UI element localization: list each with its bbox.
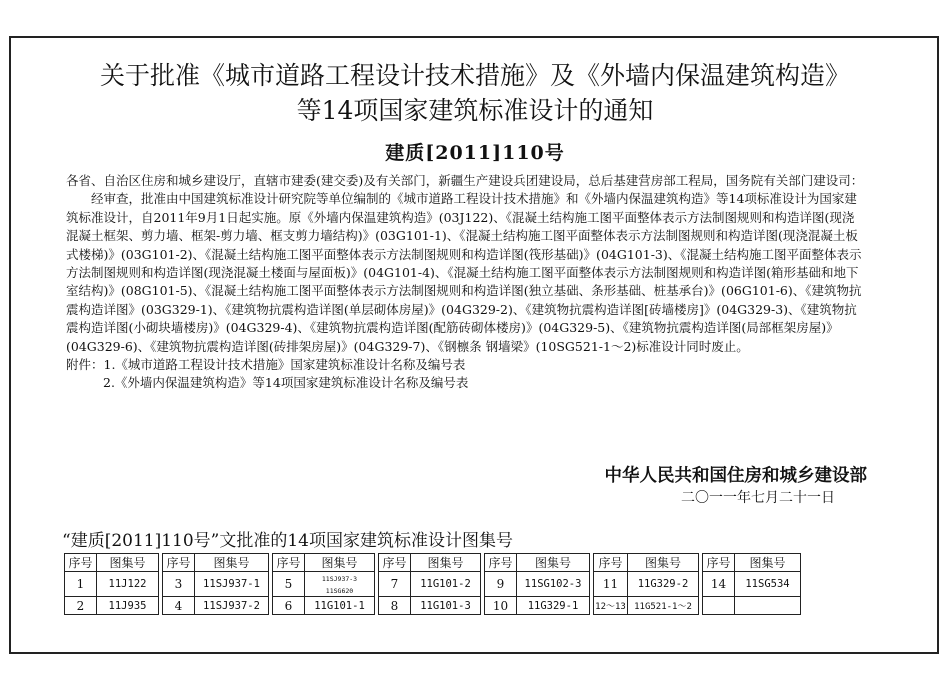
- cell-seq: 9: [485, 572, 517, 597]
- document-number: 建质[2011]110号: [385, 142, 565, 164]
- cell-code: 11SJ937-1: [195, 572, 269, 597]
- cell-code-stacked: [305, 572, 375, 597]
- cell-code: 11G101-3: [411, 597, 481, 615]
- cell-code: 11J122: [97, 572, 159, 597]
- cell-code: 11SG102-3: [517, 572, 590, 597]
- notice-title-line1: 关于批准《城市道路工程设计技术措施》及《外墙内保温建筑构造》: [99, 61, 850, 90]
- cell-code: 11G521-1～2: [628, 597, 699, 615]
- header-seq: 序号: [594, 554, 628, 572]
- cell-seq: 8: [379, 597, 411, 615]
- table-row: [65, 572, 801, 597]
- header-seq: 序号: [703, 554, 735, 572]
- cell-code: 11SG534: [735, 572, 801, 597]
- notice-body: [66, 172, 866, 393]
- cell-seq: 1: [65, 572, 97, 597]
- issuing-ministry: 中华人民共和国住房和城乡建设部: [604, 466, 867, 486]
- standards-table: [64, 553, 801, 615]
- header-code: 图集号: [305, 554, 375, 572]
- header-code: 图集号: [517, 554, 590, 572]
- header-code: 图集号: [628, 554, 699, 572]
- table-row: [65, 597, 801, 615]
- cell-seq: 6: [273, 597, 305, 615]
- notice-title-line2: 等14项国家建筑标准设计的通知: [296, 96, 654, 125]
- cell-code: 11G101-1: [305, 597, 375, 615]
- header-seq: 序号: [163, 554, 195, 572]
- cell-code-b: 11SG620: [325, 587, 354, 595]
- header-code: 图集号: [411, 554, 481, 572]
- cell-code: 11SJ937-2: [195, 597, 269, 615]
- header-code: 图集号: [195, 554, 269, 572]
- table-header-row: [65, 554, 801, 572]
- cell-code-empty: [735, 597, 801, 615]
- header-code: 图集号: [735, 554, 801, 572]
- cell-code: 11G101-2: [411, 572, 481, 597]
- header-code: 图集号: [97, 554, 159, 572]
- addressee: 各省、自治区住房和城乡建设厅，直辖市建委(建交委)及有关部门，新疆生产建设兵团建设局，总后基建营房部工程局，国务院有关部门建设司：: [66, 173, 864, 188]
- cell-seq: 12～13: [594, 597, 628, 615]
- header-seq: 序号: [485, 554, 517, 572]
- body-paragraph: 经审查，批准由中国建筑标准设计研究院等单位编制的《城市道路工程设计技术措施》和《外墙内保温建筑构造》等14项标准设计为国家建筑标准设计，自2011年9月1日起实施。原《外墙内保温建筑构造》(03J122)、《混凝土结构施工图平面整体表示方法制图规则和构造详图(现浇混凝土框架、剪力墙、框架-剪力墙、框支剪力墙结构)》(03G101-1)、《混凝土结构施工图平面整体表示方法制图规则和构造详图(现浇混凝土板式楼梯)》(03G101-2)、《混凝土结构施工图平面整体表示方法制图规则和构造详图(筏形基础)》(04G101-3)、《混凝土结构施工图平面整体表示方法制图规则和构造详图(现浇混凝土楼面与屋面板)》(04G101-4)、《混凝土结构施工图平面整体表示方法制图规则和构造详图(箱形基础和地下室结构)》(08G101-5)、《混凝土结构施工图平面整体表示方法制图规则和构造详图(独立基础、条形基础、桩基承台)》(06G101-6)、《建筑物抗震构造详图》(03G329-1)、《建筑物抗震构造详图(单层砌体房屋)》(04G329-2)、《建筑物抗震构造详图[砖墙楼房]》(04G329-3)、《建筑物抗震构造详图(小砌块墙楼房)》(04G329-4)、《建筑物抗震构造详图(配筋砖砌体楼房)》(04G329-5)、《建筑物抗震构造详图(局部框架房屋)》(04G329-6)、《建筑物抗震构造详图(砖排架房屋)》(04G329-7)、《钢檩条 钢墙梁》(10SG521-1～2)标准设计同时废止。: [66, 191, 862, 354]
- attachment-2: 2.《外墙内保温建筑构造》等14项国家建筑标准设计名称及编号表: [103, 375, 469, 391]
- cell-seq: 7: [379, 572, 411, 597]
- header-seq: 序号: [379, 554, 411, 572]
- header-seq: 序号: [273, 554, 305, 572]
- cell-seq: 11: [594, 572, 628, 597]
- cell-seq: 3: [163, 572, 195, 597]
- cell-code: 11G329-1: [517, 597, 590, 615]
- cell-seq: 14: [703, 572, 735, 597]
- cell-seq: 2: [65, 597, 97, 615]
- cell-code: 11J935: [97, 597, 159, 615]
- cell-code: 11G329-2: [628, 572, 699, 597]
- cell-seq: 5: [273, 572, 305, 597]
- header-seq: 序号: [65, 554, 97, 572]
- attachment-1: 附件：1.《城市道路工程设计技术措施》国家建筑标准设计名称及编号表: [66, 357, 466, 373]
- cell-seq-empty: [703, 597, 735, 615]
- cell-seq: 4: [163, 597, 195, 615]
- cell-code-a: 11SJ937-3: [321, 575, 358, 583]
- issue-date: 二〇一一年七月二十一日: [681, 490, 835, 506]
- table-caption: “建质[2011]110号”文批准的14项国家建筑标准设计图集号: [62, 531, 513, 551]
- cell-seq: 10: [485, 597, 517, 615]
